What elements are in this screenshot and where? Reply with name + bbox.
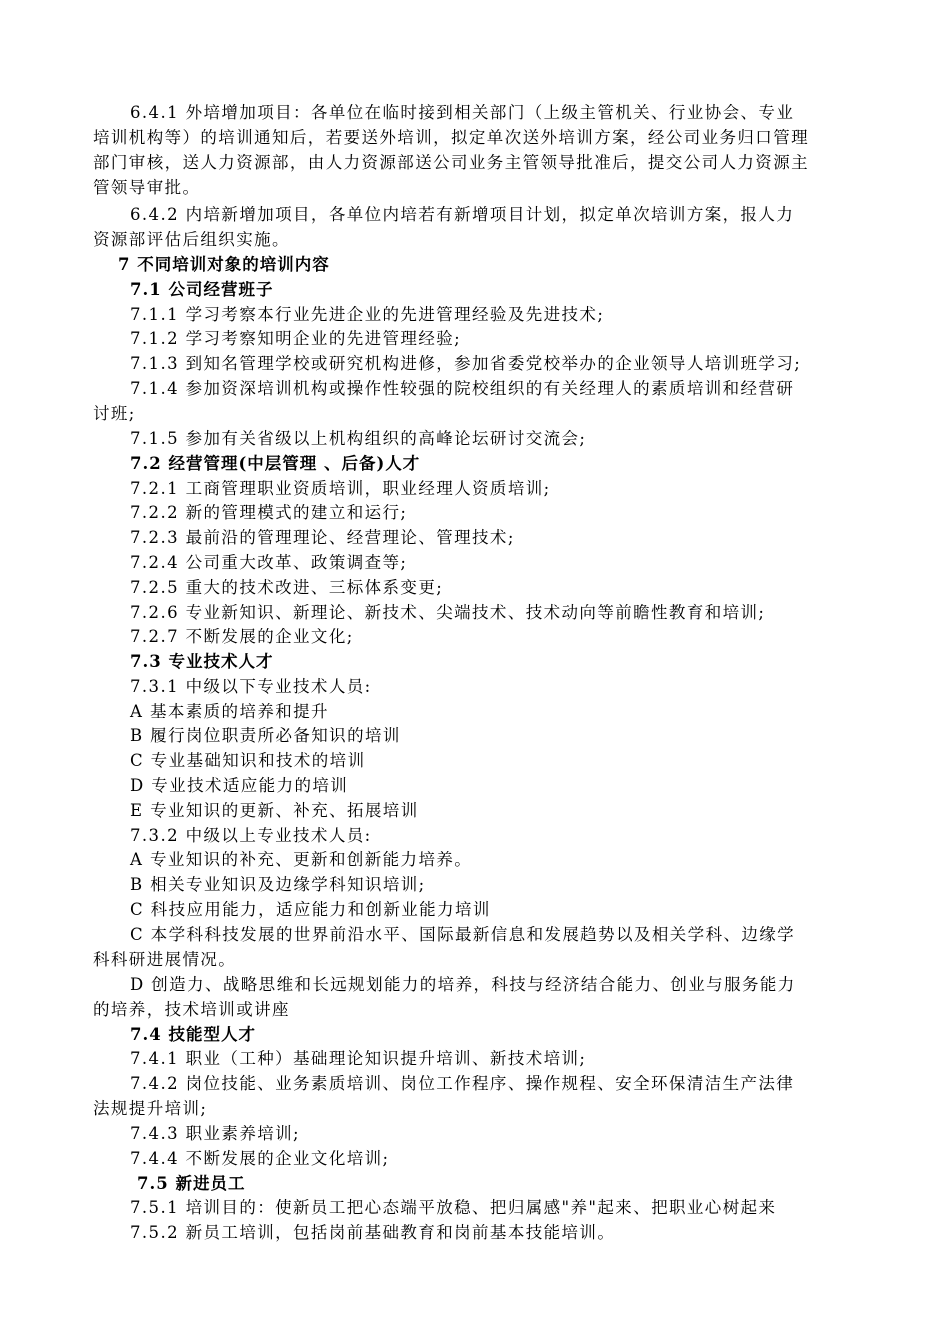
section-heading: 7 不同培训对象的培训内容 (118, 255, 330, 274)
text-line: 7.5.2 新员工培训，包括岗前基础教育和岗前基本技能培训。 (130, 1223, 616, 1242)
text-line: 管领导审批。 (93, 178, 201, 197)
text-line: 7.2.1 工商管理职业资质培训，职业经理人资质培训; (130, 479, 551, 498)
text-line: D 专业技术适应能力的培训 (130, 776, 349, 795)
text-line: 7.2.7 不断发展的企业文化; (130, 627, 354, 646)
text-line: C 本学科科技发展的世界前沿水平、国际最新信息和发展趋势以及相关学科、边缘学 (130, 925, 796, 944)
text-line: 7.2.6 专业新知识、新理论、新技术、尖端技术、技术动向等前瞻性教育和培训; (130, 603, 766, 622)
section-heading: 7.5 新进员工 (137, 1174, 246, 1193)
text-line: 6.4.2 内培新增加项目，各单位内培若有新增项目计划，拟定单次培训方案，报人力 (130, 205, 795, 224)
text-line: 7.4.3 职业素养培训; (130, 1124, 300, 1143)
text-line: A 专业知识的补充、更新和创新能力培养。 (130, 850, 473, 869)
text-line: A 基本素质的培养和提升 (130, 702, 329, 721)
text-line: 培训机构等）的培训通知后，若要送外培训，拟定单次送外培训方案，经公司业务归口管理 (93, 128, 809, 147)
text-line: 7.1.5 参加有关省级以上机构组织的高峰论坛研讨交流会; (130, 429, 587, 448)
text-line: 7.2.3 最前沿的管理理论、经营理论、管理技术; (130, 528, 515, 547)
text-line: B 相关专业知识及边缘学科知识培训; (130, 875, 426, 894)
text-line: 法规提升培训; (93, 1099, 208, 1118)
text-line: 7.5.1 培训目的：使新员工把心态端平放稳、把归属感"养"起来、把职业心树起来 (130, 1198, 777, 1217)
text-line: C 专业基础知识和技术的培训 (130, 751, 366, 770)
text-line: 7.3.1 中级以下专业技术人员: (130, 677, 372, 696)
text-line: 7.1.4 参加资深培训机构或操作性较强的院校组织的有关经理人的素质培训和经营研 (130, 379, 795, 398)
text-line: B 履行岗位职责所必备知识的培训 (130, 726, 401, 745)
text-line: 7.4.2 岗位技能、业务素质培训、岗位工作程序、操作规程、安全环保清洁生产法律 (130, 1074, 795, 1093)
section-heading: 7.1 公司经营班子 (130, 280, 274, 299)
text-line: 7.2.5 重大的技术改进、三标体系变更; (130, 578, 444, 597)
text-line: 的培养，技术培训或讲座 (93, 1000, 290, 1019)
text-line: 7.1.3 到知名管理学校或研究机构进修，参加省委党校举办的企业领导人培训班学习; (130, 354, 802, 373)
text-line: D 创造力、战略思维和长远规划能力的培养，科技与经济结合能力、创业与服务能力 (130, 975, 796, 994)
text-line: 讨班; (93, 404, 136, 423)
text-line: 7.3.2 中级以上专业技术人员: (130, 826, 372, 845)
section-heading: 7.2 经营管理(中层管理 、后备)人才 (130, 454, 421, 473)
text-line: 资源部评估后组织实施。 (93, 230, 290, 249)
text-line: 科科研进展情况。 (93, 950, 237, 969)
section-heading: 7.4 技能型人才 (130, 1025, 256, 1044)
text-line: 6.4.1 外培增加项目：各单位在临时接到相关部门（上级主管机关、行业协会、专业 (130, 103, 795, 122)
section-heading: 7.3 专业技术人才 (130, 652, 274, 671)
text-line: 7.2.4 公司重大改革、政策调查等; (130, 553, 408, 572)
text-line: 7.1.2 学习考察知明企业的先进管理经验; (130, 329, 462, 348)
text-line: 7.4.4 不断发展的企业文化培训; (130, 1149, 390, 1168)
text-line: C 科技应用能力，适应能力和创新业能力培训 (130, 900, 491, 919)
text-line: 7.2.2 新的管理模式的建立和运行; (130, 503, 408, 522)
text-line: 7.1.1 学习考察本行业先进企业的先进管理经验及先进技术; (130, 305, 605, 324)
text-line: 7.4.1 职业（工种）基础理论知识提升培训、新技术培训; (130, 1049, 587, 1068)
text-line: 部门审核，送人力资源部，由人力资源部送公司业务主管领导批准后，提交公司人力资源主 (93, 153, 809, 172)
text-line: E 专业知识的更新、补充、拓展培训 (130, 801, 419, 820)
